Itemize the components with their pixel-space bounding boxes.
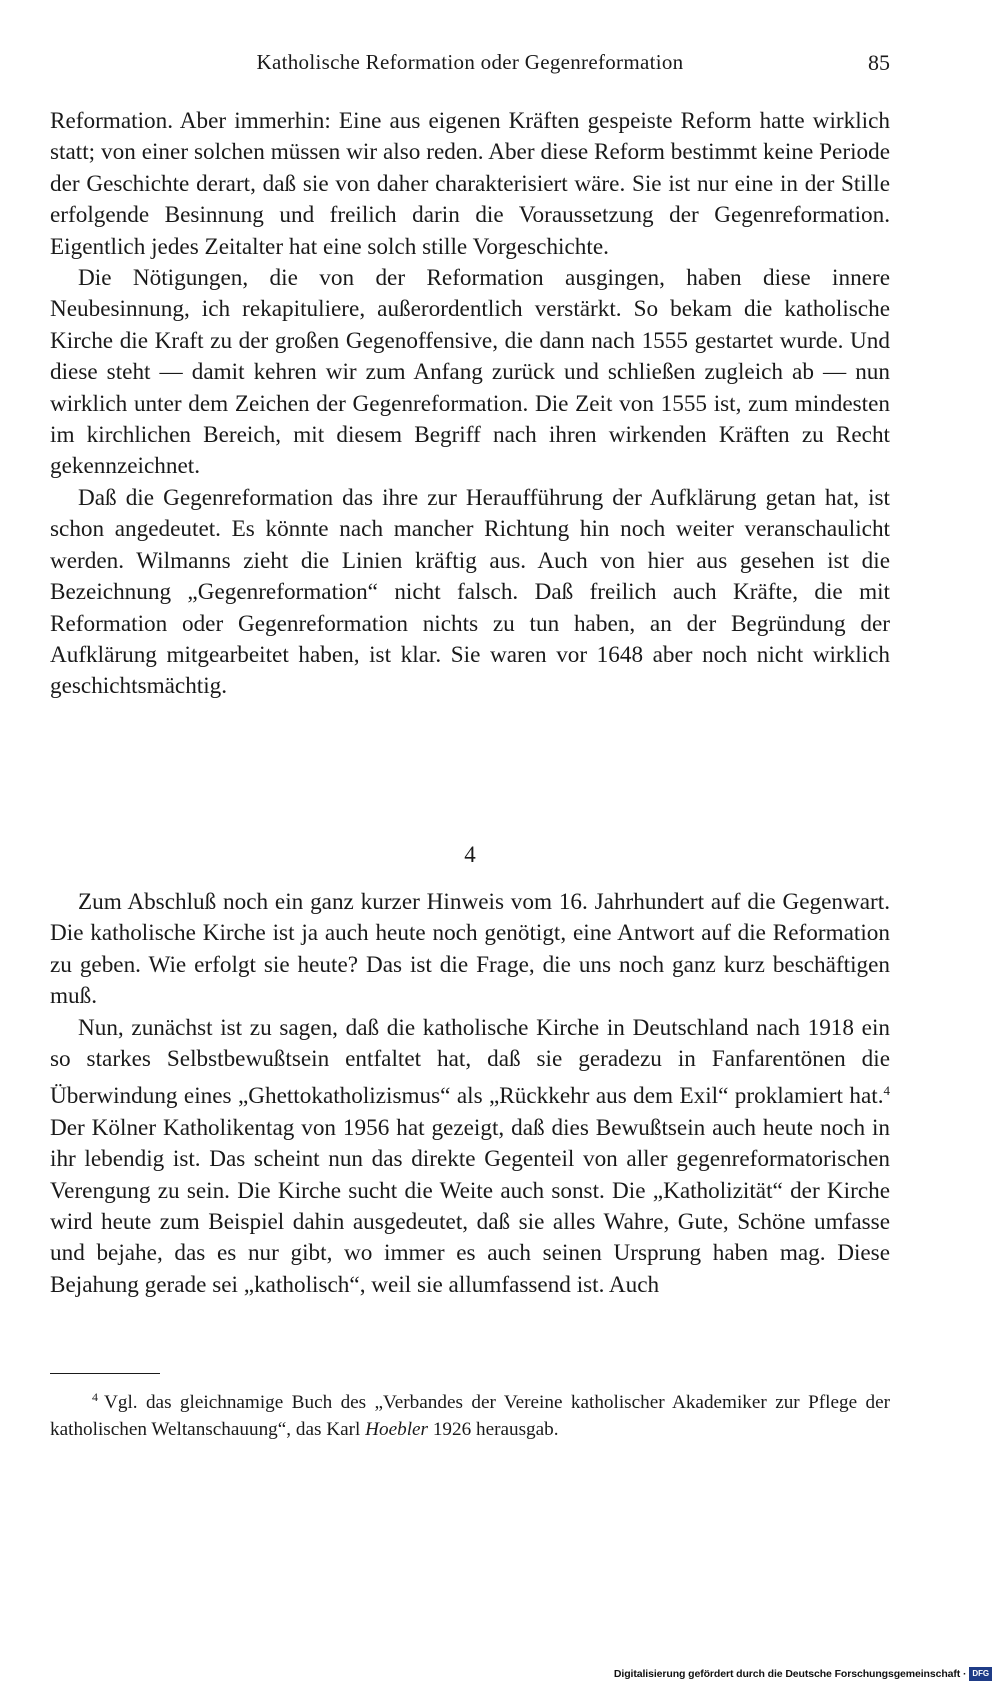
paragraph-text: Der Kölner Katholikentag von 1956 hat gezeigt, daß dies Bewußtsein auch heute noch in ihr lebendig ist. Das scheint nun das direkte Gegenteil von aller gegenreformatorischen Verengung zu sein. Die Kirche sucht die Weite auch sonst. Die „Katholizität“ der Kirche wird heute zum Beispiel dahin ausgedeutet, daß sie alles Wahre, Gute, Schöne umfasse und bejahe, das es nur gibt, wo immer es auch seinen Ursprung haben mag. Diese Bejahung gerade sei „katholisch“, weil sie allumfassend ist. Auch [50, 1114, 890, 1298]
digitization-credit [614, 1667, 992, 1681]
paragraph-text: Nun, zunächst ist zu sagen, daß die katholische Kirche in Deutschland nach 1918 ein so starkes Selbstbewußtsein entfaltet hat, daß sie geradezu in Fanfarentönen die Überwindung eines „Ghettokatholizismus“ als „Rückkehr aus dem Exil“ proklamiert hat. [50, 1014, 890, 1110]
paragraph: Zum Abschluß noch ein ganz kurzer Hinweis vom 16. Jahrhundert auf die Gegenwart. Die katholische Kirche ist ja auch heute noch genötigt, eine Antwort auf die Reformation zu geben. Wie erfolgt sie heute? Das ist die Frage, die uns noch ganz kurz beschäftigen muß. [50, 889, 890, 1010]
paragraph-continuation: Reformation. Aber immerhin: Eine aus eigenen Kräften gespeiste Reform hatte wirklich statt; von einer solchen müssen wir also reden. Aber diese Reform bestimmt keine Periode der Geschichte derart, daß sie von daher charakterisiert wäre. Sie ist nur eine in der Stille erfolgende Besinnung und freilich darin die Voraussetzung der Gegenreformation. Eigentlich jedes Zeitalter hat eine solch stille Vorgeschichte. [50, 108, 890, 260]
footnote-text: 1926 herausgab. [428, 1419, 559, 1440]
paragraph: Daß die Gegenreformation das ihre zur Heraufführung der Aufklärung getan hat, ist schon angedeutet. Es könnte nach mancher Richtung hin noch weiter veranschaulicht werden. Wilmanns zieht die Linien kräftig aus. Auch von hier aus gesehen ist die Bezeichnung „Gegenreformation“ nicht falsch. Daß freilich auch Kräfte, die mit Reformation oder Gegenreformation nichts zu tun haben, an der Begründung der Aufklärung mitgearbeitet haben, ist klar. Sie waren vor 1648 aber noch nicht wirklich geschichtsmächtig. [50, 484, 890, 700]
body-text-upper [50, 106, 890, 703]
footnote-rule [50, 1373, 160, 1374]
page-number: 85 [868, 50, 890, 75]
footnote [50, 1384, 890, 1443]
dfg-logo-icon: DFG [969, 1667, 992, 1681]
body-text-lower [50, 887, 890, 1301]
footnote-text: Vgl. das gleichnamige Buch des „Verbandes der Vereine katholischer Akademiker zur Pflege der katholischen Weltanschauung“, das Karl [50, 1392, 890, 1440]
digitization-credit-text: Digitalisierung gefördert durch die Deutsche Forschungsgemeinschaft · [613, 1668, 967, 1680]
running-head [50, 50, 890, 82]
footnote-author-name: Hoebler [365, 1419, 429, 1440]
paragraph: Die Nötigungen, die von der Reformation ausgingen, haben diese innere Neubesinnung, ich rekapituliere, außerordentlich verstärkt. So bekam die katholische Kirche die Kraft zu der großen Gegenoffensive, die dann nach 1555 gestartet wurde. Und diese steht — damit kehren wir zum Anfang zurück und schließen zugleich ab — nun wirklich unter dem Zeichen der Gegenreformation. Die Zeit von 1555 ist, zum mindesten im kirchlichen Bereich, mit diesem Begriff nach ihren wirkenden Kräften zu Recht gekennzeichnet. [50, 265, 890, 480]
paragraph-with-note [50, 1013, 890, 1302]
footnote-reference: 4 [883, 1083, 890, 1099]
running-title: Katholische Reformation oder Gegenreformation [256, 50, 684, 74]
section-number: 4 [464, 842, 476, 867]
footnote-marker: 4 [92, 1390, 98, 1404]
